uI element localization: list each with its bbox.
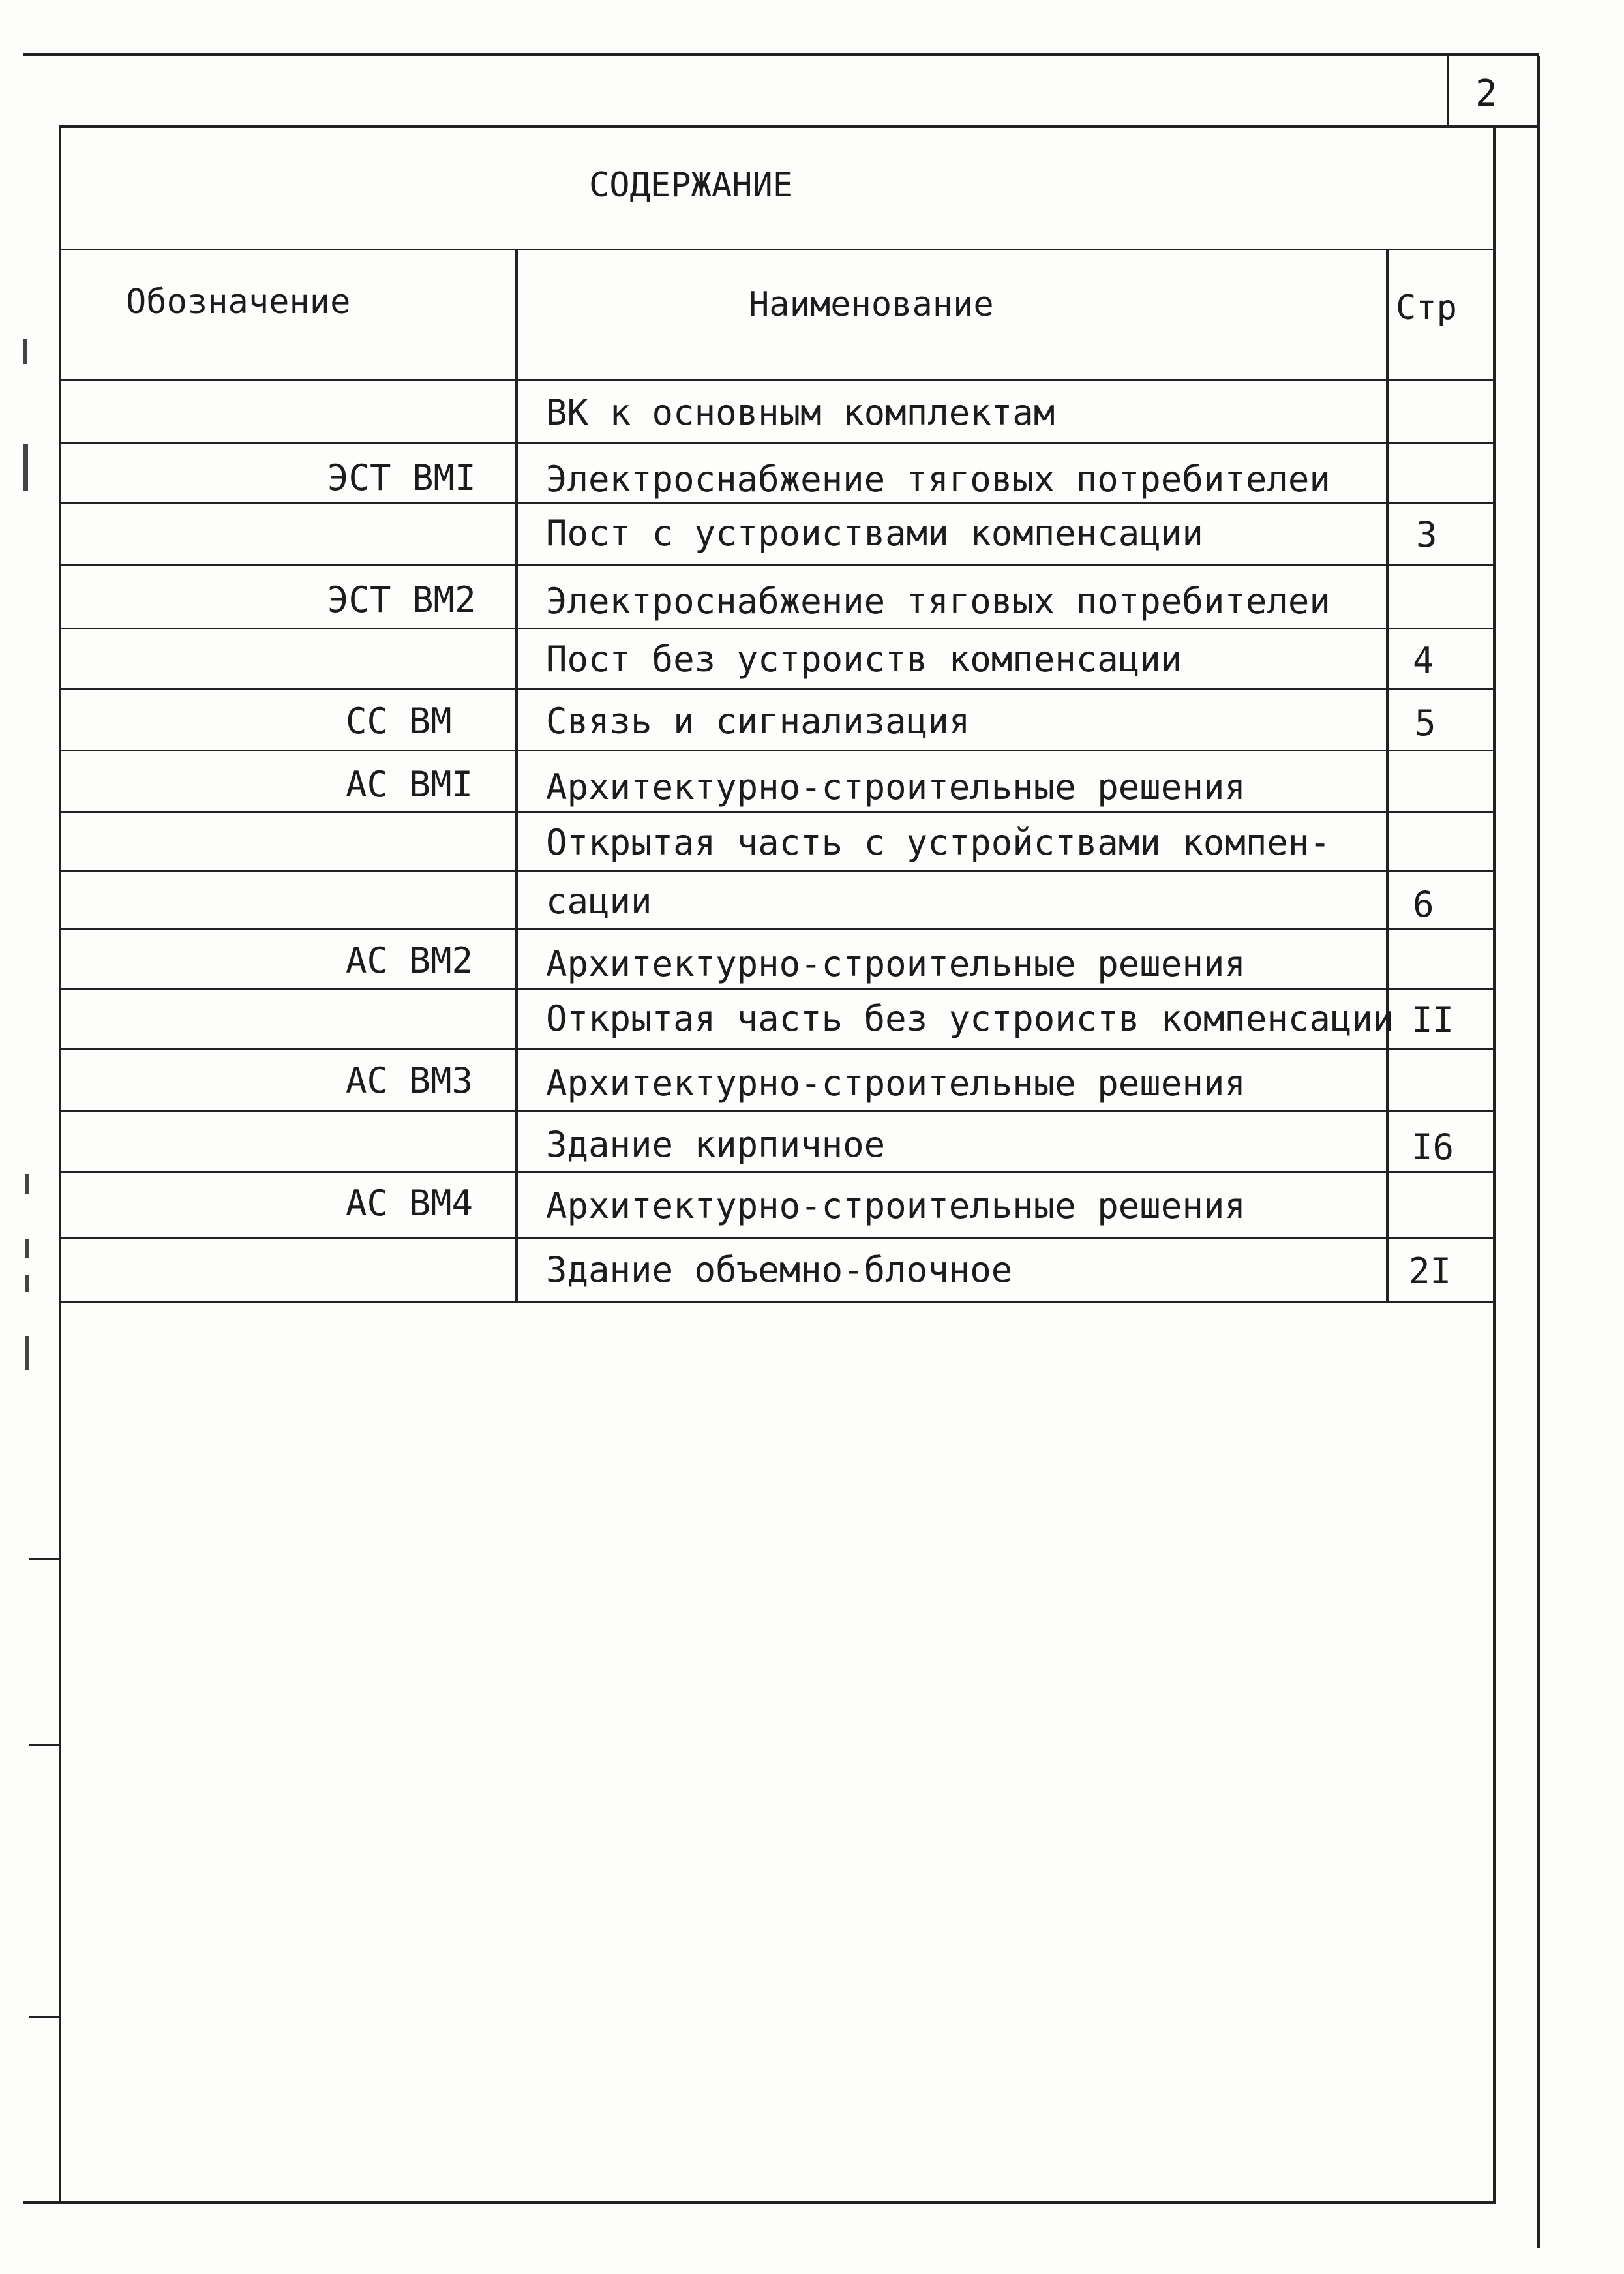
- row-divider: [59, 688, 1496, 690]
- row-name: Здание объемно-блочное: [546, 1249, 1013, 1290]
- row-name: Открытая часть без устроиств компенсации: [546, 998, 1394, 1039]
- page-number-box-left-line: [1447, 56, 1449, 127]
- page-title: СОДЕРЖАНИЕ: [589, 166, 794, 205]
- row-designation: АС ВМ3: [346, 1060, 474, 1101]
- row-divider: [59, 928, 1496, 930]
- row-page: 6: [1413, 884, 1434, 925]
- row-divider: [59, 442, 1496, 444]
- row-page: 2I: [1409, 1251, 1452, 1292]
- margin-tick: [29, 2016, 60, 2018]
- row-name: Пост без устроиств компенсации: [546, 639, 1182, 680]
- row-divider: [59, 750, 1496, 751]
- margin-mark: [25, 1174, 29, 1194]
- row-divider: [59, 628, 1496, 629]
- top-border-line: [23, 53, 1539, 56]
- table-top-line: [59, 249, 1496, 250]
- row-name: Электроснабжение тяговых потребителеи: [546, 581, 1331, 622]
- margin-mark: [23, 444, 28, 491]
- row-divider: [59, 1110, 1496, 1112]
- row-designation: АС ВМ4: [346, 1183, 474, 1224]
- row-designation: АС ВМI: [346, 764, 474, 805]
- column-divider-2: [1386, 249, 1389, 1303]
- margin-mark: [25, 1336, 29, 1370]
- row-name: Пост с устроиствами компенсации: [546, 513, 1203, 554]
- row-name: сации: [546, 881, 652, 922]
- frame-right-line: [1493, 127, 1496, 2202]
- row-name: Архитектурно-строительные решения: [546, 1185, 1246, 1226]
- margin-mark: [23, 339, 27, 364]
- row-divider: [59, 1048, 1496, 1050]
- row-name: Электроснабжение тяговых потребителеи: [546, 459, 1331, 500]
- row-page: I6: [1411, 1127, 1454, 1168]
- row-divider: [59, 1237, 1496, 1239]
- row-page: 5: [1415, 703, 1436, 744]
- frame-left-line: [59, 127, 61, 2202]
- page-number: 2: [1475, 72, 1497, 115]
- row-divider: [59, 811, 1496, 813]
- row-divider: [59, 1171, 1496, 1173]
- margin-tick: [29, 1744, 60, 1746]
- frame-top-line: [59, 125, 1539, 128]
- margin-tick: [29, 1558, 60, 1560]
- row-designation: СС ВМ: [346, 701, 452, 742]
- header-bottom-line: [59, 379, 1496, 381]
- row-designation: ЭСТ ВМ2: [327, 579, 476, 620]
- row-name: ВК к основным комплектам: [546, 392, 1055, 433]
- row-name: Здание кирпичное: [546, 1124, 886, 1165]
- row-designation: ЭСТ ВМI: [327, 457, 476, 498]
- row-name: Архитектурно-строительные решения: [546, 766, 1246, 808]
- row-divider: [59, 564, 1496, 566]
- right-outer-border-line: [1537, 56, 1540, 2248]
- margin-mark: [25, 1275, 29, 1292]
- row-name: Архитектурно-строительные решения: [546, 943, 1246, 984]
- row-page: II: [1411, 999, 1454, 1040]
- column-divider-1: [515, 249, 518, 1303]
- header-name: Наименование: [749, 285, 994, 324]
- row-page: 4: [1413, 640, 1434, 681]
- header-designation: Обозначение: [126, 282, 351, 322]
- margin-mark: [25, 1239, 29, 1258]
- row-name: Открытая часть с устройствами компен-: [546, 822, 1331, 863]
- header-page: Стр: [1396, 288, 1457, 327]
- row-page: 3: [1416, 514, 1437, 555]
- row-name: Связь и сигнализация: [546, 701, 970, 742]
- row-name: Архитектурно-строительные решения: [546, 1063, 1246, 1104]
- row-designation: АС ВМ2: [346, 940, 474, 981]
- row-divider: [59, 870, 1496, 872]
- row-divider: [59, 502, 1496, 504]
- frame-bottom-line: [23, 2201, 1496, 2204]
- row-divider: [59, 988, 1496, 990]
- table-bottom-line: [59, 1301, 1496, 1303]
